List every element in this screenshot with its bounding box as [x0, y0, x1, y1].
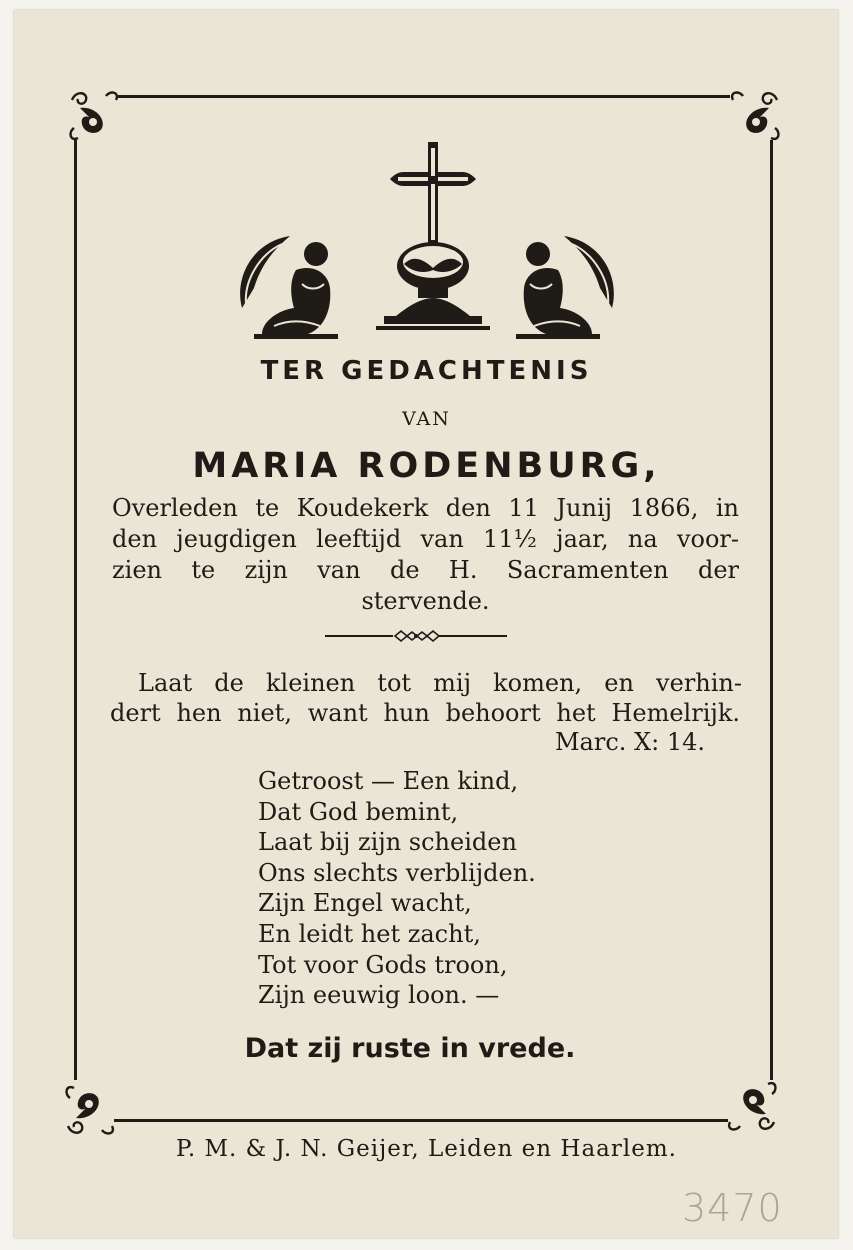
poem-line: Zijn Engel wacht,: [258, 889, 472, 918]
death-notice-line: Overleden te Koudekerk den 11 Junij 1866, in: [112, 494, 739, 522]
death-notice-line: den jeugdigen leeftijd van 11½ jaar, na voor-: [112, 525, 739, 553]
corner-fleuron-icon: [724, 1078, 780, 1134]
corner-fleuron-icon: [727, 88, 783, 144]
poem-line: Ons slechts verblijden.: [258, 858, 536, 887]
right-angel-icon: [516, 236, 614, 339]
memorial-heading: TER GEDACHTENIS: [260, 356, 593, 386]
poem-line: Dat God bemint,: [258, 797, 459, 826]
death-notice-line: stervende.: [361, 587, 490, 615]
cross-icon: [376, 142, 490, 330]
corner-fleuron-icon: [66, 88, 122, 144]
deceased-name: MARIA RODENBURG,: [192, 446, 661, 486]
poem-line: Zijn eeuwig loon. —: [258, 981, 500, 1010]
van-label: VAN: [402, 408, 451, 430]
poem-line: En leidt het zacht,: [258, 919, 481, 948]
cross-angels-emblem-icon: [232, 138, 622, 343]
poem-line: Getroost — Een kind,: [258, 767, 519, 795]
poem-line: Tot voor Gods troon,: [258, 950, 508, 979]
printer-imprint: P. M. & J. N. Geijer, Leiden en Haarlem.: [176, 1136, 677, 1162]
frame-right-line: [770, 140, 773, 1080]
quote-reference: Marc. X: 14.: [554, 728, 705, 756]
closing-blessing: Dat zij ruste in vrede.: [244, 1033, 576, 1064]
death-notice-line: zien te zijn van de H. Sacramenten der: [112, 556, 739, 584]
quote-line: dert hen niet, want hun behoort het Hemelrijk.: [110, 699, 740, 727]
ornamental-divider-icon: [325, 628, 507, 644]
corner-fleuron-icon: [62, 1082, 118, 1138]
left-angel-icon: [240, 236, 338, 339]
poem: [258, 766, 536, 1011]
frame-left-line: [74, 140, 77, 1080]
quote-line: Laat de kleinen tot mij komen, en verhin-: [138, 669, 742, 697]
frame-bottom-line: [114, 1119, 728, 1122]
inventory-number: 3470: [682, 1186, 783, 1230]
poem-line: Laat bij zijn scheiden: [258, 828, 517, 857]
frame-top-line: [118, 95, 730, 98]
